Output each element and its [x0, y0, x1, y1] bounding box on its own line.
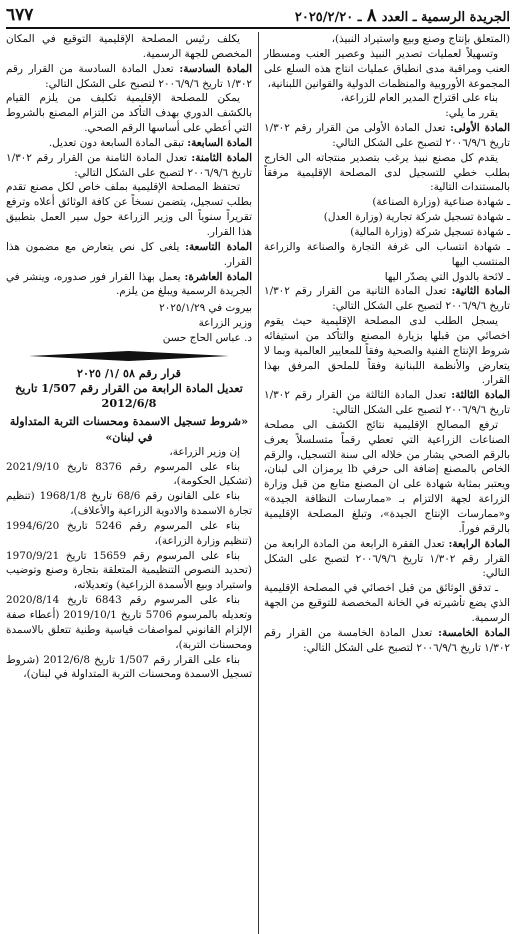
article-text: يلغى كل نص يتعارض مع مضمون هذا القرار. — [6, 240, 252, 268]
paragraph: يقرر ما يلي: — [445, 107, 498, 120]
header-rule — [6, 27, 510, 29]
article-label: المادة الخامسة: — [438, 626, 510, 639]
left-column — [6, 32, 252, 682]
article-2 — [264, 284, 510, 314]
article-7 — [6, 136, 252, 151]
paragraph: يقدم كل مصنع نبيذ يرغب بتصدير منتجاته الى الخارج بطلب خطي للتسجيل لدى المصلحة الإقليمية مرفقاً بالمستندات التالية: — [264, 151, 510, 194]
decree-title: «شروط تسجيل الاسمدة ومحسنات التربة المتداولة في لبنان» — [9, 413, 249, 444]
list-item: ـ لائحة بالدول التي يصدّر اليها — [384, 270, 510, 283]
header-gazette-info — [295, 5, 510, 26]
paragraph: بناء على المرسوم رقم 6843 تاريخ 2020/8/14 وتعديله بالمرسوم 5706 تاريخ 2019/10/1 (أعطاء صفة الإلزام القانوني لمواصفات قياسية وطنية تتعلق بالاسمدة ومحسنات التربة)، — [6, 594, 252, 651]
paragraph: بناء على المرسوم رقم 15659 تاريخ 1970/9/21 (تحديد النصوص التنظيمية المتعلقة بتجارة وصنع وتوضيب واستيراد وبيع الأسمدة الزراعية) وتعديلاته، — [6, 549, 252, 592]
column-divider — [258, 32, 259, 934]
paragraph: وتسهيلاً لعمليات تصدير النبيذ وعصير العنب ومسطار العنب ومراقبة مدى انطباق عمليات انتاج هذه السلع على المجموعة الأوروبية والمنظمات الدولية والقوانين اللبنانية، — [264, 47, 510, 90]
paragraph: يسجل الطلب لدى المصلحة الإقليمية حيث يقوم اخصائي من قبلها بزيارة المصنع والتأكد من استيفائه شروط الإنتاج الفنية والصحية وفقاً للمعايير العالمية وبما لا يتعارض والأنظمة اللبنانية وفقاً للملحق المرفق بهذا القرار. — [264, 315, 510, 387]
article-text: تعدل المادة الأولى من القرار رقم ١/٣٠٢ تاريخ ٢٠٠٦/٩/٦ لتصبح على الشكل التالي: — [264, 122, 510, 149]
page-header — [6, 4, 510, 26]
list-item: ـ شهادة تسجيل شركة تجارية (وزارة العدل) — [323, 211, 510, 224]
issue-date: ـ ٢٠٢٥/٢/٢٠ — [294, 9, 362, 25]
article-label: المادة الأولى: — [450, 122, 510, 135]
paragraph: بناء على المرسوم رقم 5246 تاريخ 1994/6/20 (تنظيم وزارة الزراعة)، — [6, 519, 252, 547]
paragraph: إن وزير الزراعة، — [169, 445, 240, 458]
article-9 — [6, 240, 252, 270]
article-text: تعدل الفقرة الرابعة من المادة الرابعة من القرار رقم ١/٣٠٢ تاريخ ٢٠٠٦/٩/٦ لتصبح على الشكل التالي: — [264, 537, 511, 580]
paragraph: يكلف رئيس المصلحة الإقليمية التوقيع في المكان المخصص للجهة الرسمية. — [6, 33, 252, 60]
list-item: ـ شهادة انتساب الى غرفة التجارة والصناعة والزراعة المنتسب اليها — [264, 240, 510, 268]
paragraph: بناء على المرسوم رقم 8376 تاريخ 2021/9/10 (تشكيل الحكومة)، — [6, 460, 252, 488]
paragraph: بناء على القانون رقم 68/6 تاريخ 1968/1/8 (تنظيم تجارة الاسمدة والادوية الزراعية والأعلاف)، — [6, 490, 252, 518]
gazette-title: الجريدة الرسمية ـ العدد — [381, 9, 510, 25]
paragraph: بناء على اقتراح المدير العام للزراعة، — [340, 92, 498, 105]
list-item: ـ شهادة صناعية (وزارة الصناعة) — [372, 196, 510, 209]
article-label: المادة السابعة: — [187, 136, 252, 149]
article-text: يعمل بهذا القرار فور صدوره، وينشر في الجريدة الرسمية ويبلغ من يلزم. — [6, 270, 252, 298]
article-label: المادة العاشرة: — [184, 270, 252, 283]
article-text: تعدل المادة الخامسة من القرار رقم ١/٣٠٢ تاريخ ٢٠٠٦/٩/٦ لتصبح على الشكل التالي: — [264, 626, 510, 654]
diamond-divider-icon — [29, 351, 229, 361]
article-1 — [264, 121, 510, 151]
article-10 — [6, 270, 252, 300]
article-label: المادة التاسعة: — [185, 240, 252, 253]
article-6 — [6, 62, 252, 92]
article-4 — [264, 537, 510, 582]
page-number: ٦٧٧ — [6, 5, 34, 25]
decree-number: قرار رقم ٥٨ /١/ ٢٠٢٥ — [76, 365, 182, 380]
signature-place-date: بيروت في ٢٠٢٥/١/٢٩ — [159, 302, 252, 315]
issue-number: ٨ — [366, 4, 377, 26]
paragraph: تحتفظ المصلحة الإقليمية بملف خاص لكل مصنع تقدم بطلب تسجيل، يتضمن نسخاً عن كافة الوثائق أعلاه وترفع تقريراً سنوياً الى وزير الزراعة حول سير العمل بتطبيق هذا القرار. — [6, 181, 252, 238]
documents-list — [264, 195, 510, 284]
article-label: المادة السادسة: — [179, 62, 252, 75]
article-label: المادة الرابعة: — [448, 537, 510, 550]
article-3 — [264, 388, 510, 418]
article-8 — [6, 151, 252, 181]
article-5 — [264, 626, 510, 656]
article-label: المادة الثامنة: — [191, 151, 252, 164]
article-text: تعدل المادة الثامنة من القرار رقم ١/٣٠٢ تاريخ ٢٠٠٦/٩/٦ لتصبح على الشكل التالي: — [6, 151, 252, 179]
article-text: تعدل المادة الثالثة من القرار رقم ١/٣٠٢ تاريخ ٢٠٠٦/٩/٦ لتصبح على الشكل التالي: — [264, 389, 510, 417]
paragraph: يمكن للمصلحة الإقليمية تكليف من يلزم القيام بالكشف الدوري بهدف التأكد من التزام المصنع بالشروط التي أعطي على أساسها الرقم الصحي. — [6, 92, 252, 135]
right-column — [264, 32, 510, 655]
paragraph: ـ تدقق الوثائق من قبل اخصائي في المصلحة الإقليمية الذي يضع تأشيرته في الخانة المخصصة للتوقيع من الجهة الرسمية. — [264, 582, 510, 624]
list-item: ـ شهادة تسجيل شركة (وزارة المالية) — [350, 225, 510, 238]
paragraph: ترفع المصالح الإقليمية نتائج الكشف الى مصلحة الصناعات الزراعية التي تعطي رقماً متسلسلاً يعرف بالرقم الصحي يشار من خلاله الى سنة التسجيل، والرقم الخاص بالمصنع إضافة الى حرفي lb يرمزان الى لبنان، ويعتبر بمثابة شهادة على ان المصنع متابع من قبل وزارة الزراعة لجهة الالتزام بـ «ممارسات النظافة الجيدة» و«ممارسات الإنتاج الجيدة»، وتبلغ المصلحة الإقليمية بالرقم فوراً. — [264, 418, 510, 535]
paragraph: بناء على القرار رقم 1/507 تاريخ 2012/6/8 (شروط تسجيل الاسمدة ومحسنات التربة المتداولة في لبنان)، — [6, 653, 252, 681]
section-separator-ornament — [6, 350, 252, 362]
signature-name: د. عباس الحاج حسن — [162, 331, 252, 344]
article-text: تعدل المادة السادسة من القرار رقم ١/٣٠٢ تاريخ ٢٠٠٦/٩/٦ لتصبح على الشكل التالي: — [6, 62, 252, 90]
signature-role: وزير الزراعة — [198, 317, 252, 330]
article-label: المادة الثانية: — [451, 285, 510, 298]
article-text: تعدل المادة الثانية من القرار رقم ١/٣٠٢ تاريخ ٢٠٠٦/٩/٦ لتصبح على الشكل التالي: — [264, 285, 510, 313]
article-text: تبقى المادة السابعة دون تعديل. — [48, 136, 188, 149]
article-label: المادة الثالثة: — [451, 389, 510, 402]
decree-subject: تعديل المادة الرابعة من القرار رقم 1/507 تاريخ 2012/6/8 — [15, 380, 243, 410]
paragraph: (المتعلق بإنتاج وصنع وبيع واستيراد النبيذ)، — [331, 33, 510, 45]
